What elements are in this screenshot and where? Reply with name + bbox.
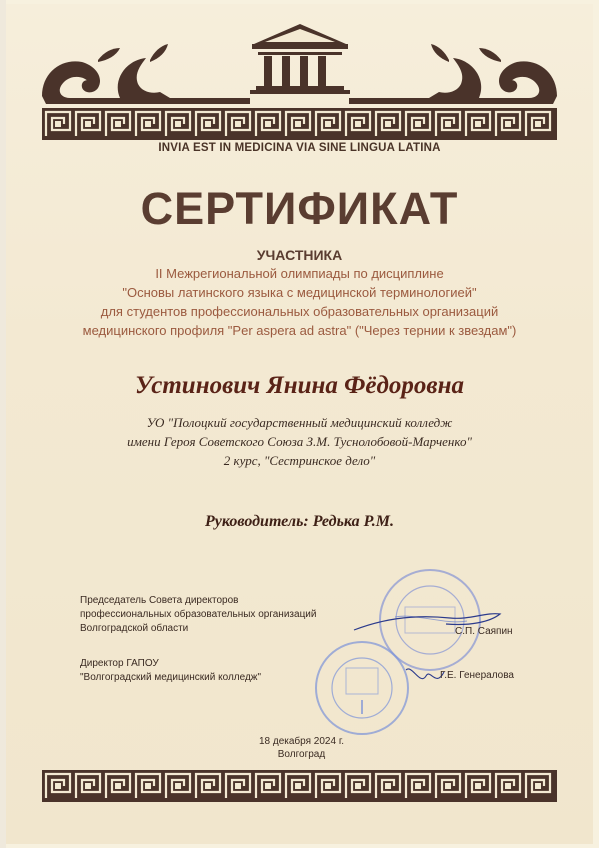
meander-dot	[235, 121, 241, 127]
meander-dot	[535, 783, 541, 789]
meander-dot	[445, 783, 451, 789]
meander-dot	[355, 121, 361, 127]
meander-dot	[175, 783, 181, 789]
meander-dot	[145, 121, 151, 127]
meander-dot	[265, 121, 271, 127]
description-line: медицинского профиля "Per aspera ad astra" ("Через тернии к звездам")	[82, 323, 517, 338]
meander-dot	[475, 121, 481, 127]
meander-dot	[115, 121, 121, 127]
left-scroll-ornament	[42, 44, 250, 104]
round-stamp-college	[312, 638, 412, 738]
top-ornament	[0, 0, 599, 160]
meander-dot	[505, 121, 511, 127]
issue-city: Волгоград	[277, 749, 326, 760]
meander-dot	[265, 783, 271, 789]
meander-dot	[355, 783, 361, 789]
director-title-line: "Волгоградский медицинский колледж"	[80, 672, 262, 683]
institution-line: имени Героя Советского Союза З.М. Туснолобовой-Марченко"	[127, 434, 472, 449]
meander-dot	[205, 121, 211, 127]
institution-line: 2 курс, "Сестринское дело"	[223, 453, 376, 468]
director-title-line: Директор ГАПОУ	[80, 658, 159, 669]
description-line: для студентов профессиональных образовательных организаций	[100, 304, 499, 319]
meander-dot	[235, 783, 241, 789]
greek-key-band-top	[42, 108, 557, 140]
right-scroll-ornament	[349, 44, 557, 104]
issue-date: 18 декабря 2024 г.	[258, 736, 345, 747]
meander-dot	[475, 783, 481, 789]
temple-icon	[250, 24, 350, 94]
meander-dot	[145, 783, 151, 789]
event-description	[0, 264, 599, 340]
meander-dot	[385, 783, 391, 789]
meander-dot	[535, 121, 541, 127]
greek-key-band-bottom	[0, 760, 599, 820]
meander-dot	[295, 121, 301, 127]
meander-dot	[55, 783, 61, 789]
meander-dot	[85, 121, 91, 127]
motto: INVIA EST IN MEDICINA VIA SINE LINGUA LATINA	[158, 142, 441, 154]
meander-dot	[85, 783, 91, 789]
meander-dot	[445, 121, 451, 127]
meander-dot	[325, 121, 331, 127]
meander-dot	[385, 121, 391, 127]
meander-dot	[505, 783, 511, 789]
description-line: "Основы латинского языка с медицинской терминологией"	[122, 285, 477, 300]
recipient-name: Устинович Янина Фёдоровна	[135, 372, 464, 399]
meander-dot	[415, 783, 421, 789]
signature-chair	[350, 590, 520, 650]
meander-dot	[55, 121, 61, 127]
certificate-subtitle: УЧАСТНИКА	[256, 247, 343, 263]
meander-dot	[205, 783, 211, 789]
issue-date-block	[0, 735, 599, 761]
director-title	[80, 657, 261, 685]
meander-dot	[175, 121, 181, 127]
chair-name: С.П. Саяпин	[455, 626, 513, 637]
meander-dot	[115, 783, 121, 789]
chair-title-line: профессиональных образовательных организаций	[80, 609, 317, 620]
meander-dot	[415, 121, 421, 127]
certificate-title: СЕРТИФИКАТ	[140, 183, 459, 234]
chair-title-line: Председатель Совета директоров	[80, 595, 239, 606]
supervisor: Руководитель: Редька Р.М.	[205, 513, 394, 530]
chair-title-line: Волгоградской области	[80, 623, 189, 634]
director-name: Г.Е. Генералова	[440, 670, 514, 681]
description-line: II Межрегиональной олимпиады по дисциплине	[155, 266, 444, 281]
chair-title	[80, 594, 316, 636]
meander-dot	[295, 783, 301, 789]
recipient-institution	[0, 413, 599, 470]
meander-dot	[325, 783, 331, 789]
institution-line: УО "Полоцкий государственный медицинский колледж	[146, 415, 453, 430]
